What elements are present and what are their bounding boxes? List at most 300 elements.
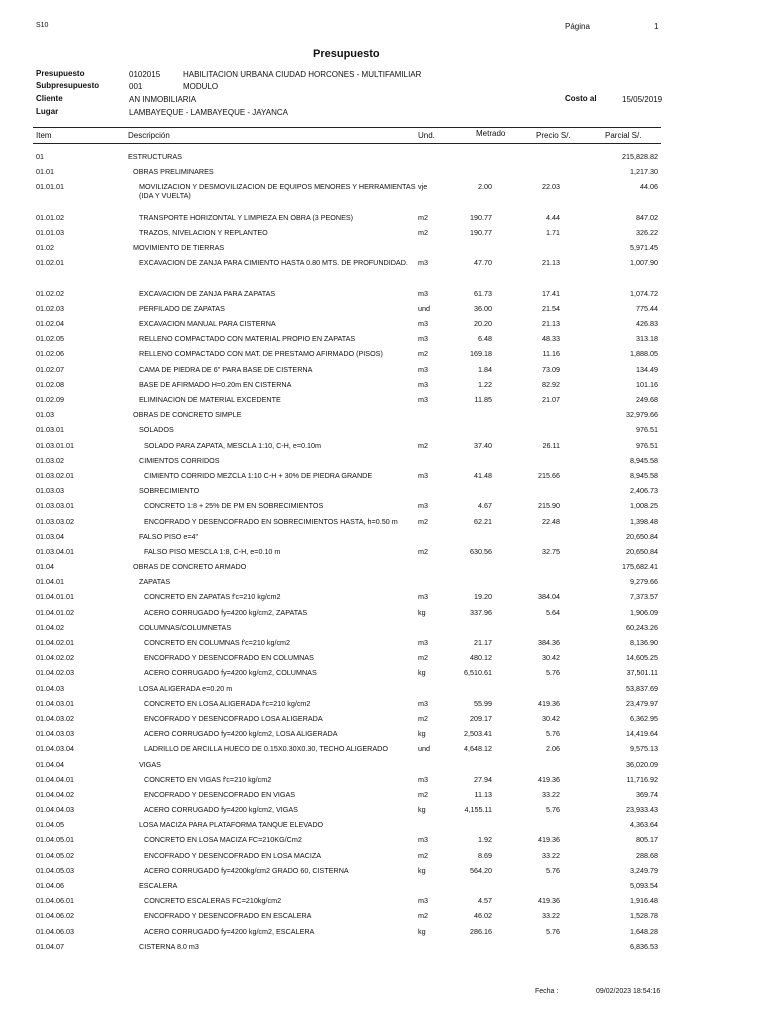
row-item-code: 01.04.04.02	[36, 789, 74, 799]
document-title: Presupuesto	[313, 48, 380, 60]
row-description: FALSO PISO MESCLA 1:8, C-H, e=0.10 m	[144, 546, 281, 556]
row-unit: vje	[418, 182, 428, 192]
row-price: 419.36	[538, 896, 560, 906]
row-partial: 3,249.79	[630, 865, 658, 875]
page-label: Página	[565, 22, 590, 31]
row-unit: m3	[418, 258, 428, 268]
subpresupuesto-code: 001	[129, 82, 143, 91]
row-description: MOVIMIENTO DE TIERRAS	[133, 243, 225, 253]
row-item-code: 01.02	[36, 243, 54, 253]
row-item-code: 01.04.05.02	[36, 850, 74, 860]
row-price: 48.33	[542, 334, 560, 344]
row-item-code: 01.04.06	[36, 881, 64, 891]
row-item-code: 01.03	[36, 410, 54, 420]
row-unit: m3	[418, 470, 428, 480]
row-item-code: 01.02.08	[36, 379, 64, 389]
table-row	[0, 879, 768, 894]
costo-date: 15/05/2019	[622, 95, 663, 104]
row-partial: 14,605.25	[626, 653, 658, 663]
row-item-code: 01.04.03.03	[36, 729, 74, 739]
row-partial: 805.17	[636, 835, 658, 845]
row-price: 4.44	[546, 212, 560, 222]
row-metrado: 209.17	[470, 713, 492, 723]
table-row	[0, 590, 768, 605]
row-unit: m2	[418, 349, 428, 359]
row-partial: 313.18	[636, 334, 658, 344]
row-unit: m2	[418, 212, 428, 222]
row-partial: 369.74	[636, 789, 658, 799]
row-price: 33.22	[542, 850, 560, 860]
table-row	[0, 545, 768, 560]
row-metrado: 46.02	[474, 911, 492, 921]
row-metrado: 8.69	[478, 850, 492, 860]
row-price: 5.76	[546, 865, 560, 875]
budget-table	[0, 150, 768, 955]
col-metrado: Metrado	[476, 129, 506, 138]
row-unit: und	[418, 744, 430, 754]
row-description: MOVILIZACION Y DESMOVILIZACION DE EQUIPOS MENORES Y HERRAMIENTAS (IDA Y VUELTA)	[139, 182, 416, 201]
row-item-code: 01.02.09	[36, 395, 64, 405]
subpresupuesto-label: Subpresupuesto	[36, 81, 100, 90]
table-row	[0, 666, 768, 681]
presupuesto-value: HABILITACION URBANA CIUDAD HORCONES - MULTIFAMILIAR	[183, 70, 422, 79]
row-unit: m3	[418, 774, 428, 784]
row-partial: 1,916.48	[630, 896, 658, 906]
row-unit: m3	[418, 698, 428, 708]
row-price: 82.92	[542, 379, 560, 389]
row-description: LADRILLO DE ARCILLA HUECO DE 0.15X0.30X0.30, TECHO ALIGERADO	[144, 744, 388, 754]
row-price: 21.13	[542, 319, 560, 329]
row-price: 5.76	[546, 729, 560, 739]
row-price: 30.42	[542, 653, 560, 663]
row-item-code: 01.04.03	[36, 683, 64, 693]
row-partial: 215,828.82	[622, 152, 658, 161]
table-row	[0, 287, 768, 302]
row-partial: 1,217.30	[630, 167, 658, 177]
row-partial: 6,362.95	[630, 713, 658, 723]
row-partial: 1,074.72	[630, 288, 658, 298]
row-price: 384.36	[538, 638, 560, 648]
row-partial: 775.44	[636, 303, 658, 313]
row-metrado: 4,648.12	[464, 744, 492, 754]
row-metrado: 1.84	[478, 364, 492, 374]
table-row	[0, 302, 768, 317]
row-price: 5.64	[546, 607, 560, 617]
row-partial: 37,501.11	[626, 668, 658, 678]
table-row	[0, 256, 768, 286]
row-unit: m3	[418, 835, 428, 845]
row-unit: kg	[418, 805, 426, 815]
table-row	[0, 940, 768, 955]
table-row	[0, 484, 768, 499]
col-precio: Precio S/.	[536, 131, 571, 140]
row-partial: 8,136.90	[630, 638, 658, 648]
row-price: 5.76	[546, 668, 560, 678]
row-unit: kg	[418, 865, 426, 875]
table-row	[0, 651, 768, 666]
row-item-code: 01.04.06.02	[36, 911, 74, 921]
row-description: CISTERNA 8.0 m3	[139, 941, 199, 951]
row-partial: 249.68	[636, 395, 658, 405]
row-price: 215.90	[538, 501, 560, 511]
row-price: 17.41	[542, 288, 560, 298]
row-description: CONCRETO EN VIGAS f'c=210 kg/cm2	[144, 774, 272, 784]
row-price: 5.76	[546, 805, 560, 815]
row-partial: 175,682.41	[622, 562, 658, 572]
row-unit: m3	[418, 334, 428, 344]
table-header	[33, 127, 661, 144]
row-metrado: 286.16	[470, 926, 492, 936]
row-item-code: 01.03.03	[36, 486, 64, 496]
row-description: FALSO PISO e=4"	[139, 531, 199, 541]
row-unit: m3	[418, 896, 428, 906]
row-partial: 976.51	[636, 425, 658, 435]
row-metrado: 11.85	[474, 395, 492, 405]
row-description: OBRAS DE CONCRETO SIMPLE	[133, 410, 242, 420]
row-partial: 1,888.05	[630, 349, 658, 359]
table-row	[0, 636, 768, 651]
row-price: 30.42	[542, 713, 560, 723]
row-description: TRAZOS, NIVELACION Y REPLANTEO	[139, 227, 268, 237]
row-partial: 1,906.09	[630, 607, 658, 617]
row-unit: kg	[418, 668, 426, 678]
table-row	[0, 499, 768, 514]
row-item-code: 01.04.02.01	[36, 638, 74, 648]
row-metrado: 36.00	[474, 303, 492, 313]
table-row	[0, 864, 768, 879]
row-unit: m2	[418, 546, 428, 556]
row-unit: m3	[418, 638, 428, 648]
row-item-code: 01.04.06.01	[36, 896, 74, 906]
row-item-code: 01.04.02	[36, 622, 64, 632]
row-metrado: 27.94	[474, 774, 492, 784]
row-partial: 20,650.84	[626, 531, 658, 541]
row-description: ENCOFRADO Y DESENCOFRADO EN COLUMNAS	[144, 653, 314, 663]
row-price: 73.09	[542, 364, 560, 374]
row-unit: m3	[418, 592, 428, 602]
row-price: 5.76	[546, 926, 560, 936]
row-unit: m2	[418, 911, 428, 921]
row-partial: 5,093.54	[630, 881, 658, 891]
table-row	[0, 241, 768, 256]
row-item-code: 01.02.07	[36, 364, 64, 374]
table-row	[0, 469, 768, 484]
row-item-code: 01.03.02.01	[36, 470, 74, 480]
row-description: ACERO CORRUGADO fy=4200 kg/cm2, ESCALERA	[144, 926, 315, 936]
row-item-code: 01.04.06.03	[36, 926, 74, 936]
row-price: 384.04	[538, 592, 560, 602]
row-description: ACERO CORRUGADO fy=4200 kg/cm2, LOSA ALIGERADA	[144, 729, 338, 739]
row-partial: 36,020.09	[626, 759, 658, 769]
row-partial: 4,363.64	[630, 820, 658, 830]
row-price: 419.36	[538, 835, 560, 845]
row-item-code: 01.03.02	[36, 455, 64, 465]
row-metrado: 55.99	[474, 698, 492, 708]
table-row	[0, 712, 768, 727]
row-item-code: 01.03.01.01	[36, 440, 74, 450]
row-partial: 1,648.28	[630, 926, 658, 936]
row-item-code: 01.04.01.01	[36, 592, 74, 602]
row-metrado: 2,503.41	[464, 729, 492, 739]
table-row	[0, 150, 768, 165]
row-metrado: 337.96	[470, 607, 492, 617]
row-metrado: 4,155.11	[464, 805, 492, 815]
table-row	[0, 454, 768, 469]
footer-date-value: 09/02/2023 18:54:16	[596, 988, 661, 995]
row-unit: und	[418, 303, 430, 313]
row-metrado: 630.56	[470, 546, 492, 556]
row-item-code: 01.04.01	[36, 577, 64, 587]
row-unit: m3	[418, 364, 428, 374]
row-metrado: 1.92	[478, 835, 492, 845]
row-unit: m2	[418, 850, 428, 860]
row-partial: 8,945.58	[630, 455, 658, 465]
row-description: OBRAS DE CONCRETO ARMADO	[133, 562, 247, 572]
row-metrado: 19.20	[474, 592, 492, 602]
row-description: OBRAS PRELIMINARES	[133, 167, 214, 177]
table-row	[0, 347, 768, 362]
row-price: 21.54	[542, 303, 560, 313]
row-price: 419.36	[538, 698, 560, 708]
row-description: TRANSPORTE HORIZONTAL Y LIMPIEZA EN OBRA (3 PEONES)	[139, 212, 354, 222]
row-price: 26.11	[542, 440, 560, 450]
table-row	[0, 788, 768, 803]
row-price: 33.22	[542, 789, 560, 799]
lugar-label: Lugar	[36, 107, 59, 116]
row-partial: 1,008.25	[630, 501, 658, 511]
table-row	[0, 226, 768, 241]
row-description: LOSA ALIGERADA e=0.20 m	[139, 683, 233, 693]
row-partial: 1,007.90	[630, 258, 658, 268]
row-price: 1.71	[546, 227, 560, 237]
row-description: ACERO CORRUGADO fy=4200 kg/cm2, COLUMNAS	[144, 668, 317, 678]
row-item-code: 01.01.02	[36, 212, 64, 222]
row-item-code: 01.04.03.04	[36, 744, 74, 754]
table-row	[0, 393, 768, 408]
row-unit: m2	[418, 713, 428, 723]
row-unit: kg	[418, 729, 426, 739]
row-item-code: 01.03.01	[36, 425, 64, 435]
row-partial: 23,933.43	[626, 805, 658, 815]
table-row	[0, 363, 768, 378]
table-row	[0, 894, 768, 909]
table-row	[0, 423, 768, 438]
row-description: ESCALERA	[139, 881, 178, 891]
row-description: ENCOFRADO Y DESENCOFRADO EN LOSA MACIZA	[144, 850, 322, 860]
row-item-code: 01.04.02.02	[36, 653, 74, 663]
row-description: SOLADO PARA ZAPATA, MESCLA 1:10, C-H, e=0.10m	[144, 440, 322, 450]
table-row	[0, 697, 768, 712]
table-row	[0, 575, 768, 590]
row-price: 32.75	[542, 546, 560, 556]
row-metrado: 21.17	[474, 638, 492, 648]
row-metrado: 62.21	[474, 516, 492, 526]
row-item-code: 01.04.04.03	[36, 805, 74, 815]
table-row	[0, 515, 768, 530]
row-partial: 7,373.57	[630, 592, 658, 602]
row-partial: 426.83	[636, 319, 658, 329]
row-item-code: 01.04.05	[36, 820, 64, 830]
row-description: ZAPATAS	[139, 577, 171, 587]
row-metrado: 564.20	[470, 865, 492, 875]
row-partial: 8,945.58	[630, 470, 658, 480]
row-metrado: 61.73	[474, 288, 492, 298]
row-description: CONCRETO 1:8 + 25% DE PM EN SOBRECIMIENTOS	[144, 501, 324, 511]
row-item-code: 01.03.04.01	[36, 546, 74, 556]
row-partial: 60,243.26	[626, 622, 658, 632]
row-item-code: 01.02.03	[36, 303, 64, 313]
lugar-value: LAMBAYEQUE - LAMBAYEQUE - JAYANCA	[129, 108, 288, 117]
table-row	[0, 758, 768, 773]
row-unit: m2	[418, 227, 428, 237]
row-unit: m2	[418, 653, 428, 663]
row-metrado: 20.20	[474, 319, 492, 329]
row-item-code: 01.04.05.01	[36, 835, 74, 845]
row-description: ELIMINACION DE MATERIAL EXCEDENTE	[139, 395, 281, 405]
row-metrado: 11.13	[474, 789, 492, 799]
row-description: SOLADOS	[139, 425, 174, 435]
row-price: 11.16	[542, 349, 560, 359]
row-description: ENCOFRADO Y DESENCOFRADO EN VIGAS	[144, 789, 296, 799]
row-partial: 14,419.64	[626, 729, 658, 739]
table-row	[0, 925, 768, 940]
table-row	[0, 803, 768, 818]
row-metrado: 37.40	[474, 440, 492, 450]
row-partial: 11,716.92	[626, 774, 658, 784]
row-price: 215.66	[538, 470, 560, 480]
row-item-code: 01.01.03	[36, 227, 64, 237]
row-item-code: 01.01	[36, 167, 54, 177]
row-description: ACERO CORRUGADO fy=4200 kg/cm2, ZAPATAS	[144, 607, 308, 617]
row-partial: 5,971.45	[630, 243, 658, 253]
row-description: CAMA DE PIEDRA DE 6" PARA BASE DE CISTERNA	[139, 364, 313, 374]
col-parcial: Parcial S/.	[605, 131, 642, 140]
report-code: S10	[36, 22, 49, 29]
table-row	[0, 408, 768, 423]
row-unit: m2	[418, 440, 428, 450]
row-description: ACERO CORRUGADO fy=4200 kg/cm2, VIGAS	[144, 805, 298, 815]
row-unit: kg	[418, 926, 426, 936]
cliente-value: AN INMOBILIARIA	[129, 95, 197, 104]
row-description: EXCAVACION DE ZANJA PARA ZAPATAS	[139, 288, 276, 298]
page-number: 1	[654, 22, 659, 31]
row-item-code: 01.02.05	[36, 334, 64, 344]
row-metrado: 2.00	[478, 182, 492, 192]
table-row	[0, 773, 768, 788]
row-item-code: 01.03.03.02	[36, 516, 74, 526]
row-partial: 134.49	[636, 364, 658, 374]
row-partial: 20,650.84	[626, 546, 658, 556]
subpresupuesto-value: MODULO	[183, 82, 219, 91]
table-row	[0, 439, 768, 454]
row-description: CONCRETO EN LOSA MACIZA FC=210KG/Cm2	[144, 835, 302, 845]
row-unit: m3	[418, 395, 428, 405]
table-row	[0, 682, 768, 697]
row-item-code: 01.04.03.01	[36, 698, 74, 708]
row-item-code: 01.03.03.01	[36, 501, 74, 511]
row-item-code: 01.03.04	[36, 531, 64, 541]
row-partial: 44.06	[640, 182, 658, 192]
row-partial: 9,279.66	[630, 577, 658, 587]
table-row	[0, 317, 768, 332]
row-item-code: 01.02.02	[36, 288, 64, 298]
row-partial: 976.51	[636, 440, 658, 450]
costo-label: Costo al	[565, 94, 597, 103]
row-description: RELLENO COMPACTADO CON MATERIAL PROPIO EN ZAPATAS	[139, 334, 356, 344]
row-description: COLUMNAS/COLUMNETAS	[139, 622, 232, 632]
row-description: CONCRETO EN LOSA ALIGERADA f'c=210 kg/cm2	[144, 698, 311, 708]
col-descripcion: Descripción	[128, 131, 170, 140]
row-item-code: 01.04.02.03	[36, 668, 74, 678]
table-row	[0, 606, 768, 621]
row-metrado: 4.57	[478, 896, 492, 906]
row-unit: m3	[418, 319, 428, 329]
table-row	[0, 378, 768, 393]
row-partial: 32,979.66	[626, 410, 658, 420]
row-description: RELLENO COMPACTADO CON MAT. DE PRESTAMO AFIRMADO (PISOS)	[139, 349, 383, 359]
table-row	[0, 818, 768, 833]
row-item-code: 01.04.07	[36, 941, 64, 951]
row-metrado: 190.77	[470, 212, 492, 222]
row-description: VIGAS	[139, 759, 161, 769]
table-row	[0, 742, 768, 757]
row-unit: m2	[418, 516, 428, 526]
row-item-code: 01.01.01	[36, 182, 64, 192]
row-unit: m3	[418, 501, 428, 511]
row-description: ENCOFRADO Y DESENCOFRADO EN ESCALERA	[144, 911, 312, 921]
row-description: ENCOFRADO Y DESENCOFRADO EN SOBRECIMIENTOS HASTA, h=0.50 m	[144, 516, 398, 526]
table-row	[0, 833, 768, 848]
row-item-code: 01.04.04.01	[36, 774, 74, 784]
row-description: EXCAVACION MANUAL PARA CISTERNA	[139, 319, 276, 329]
row-partial: 1,398.48	[630, 516, 658, 526]
row-partial: 1,528.78	[630, 911, 658, 921]
row-description: EXCAVACION DE ZANJA PARA CIMIENTO HASTA 0.80 MTS. DE PROFUNDIDAD.	[139, 258, 408, 268]
row-unit: kg	[418, 607, 426, 617]
row-unit: m2	[418, 789, 428, 799]
row-unit: m3	[418, 379, 428, 389]
row-description: BASE DE AFIRMADO H=0.20m EN CISTERNA	[139, 379, 292, 389]
row-metrado: 6.48	[478, 334, 492, 344]
row-partial: 101.16	[636, 379, 658, 389]
row-metrado: 47.70	[474, 258, 492, 268]
row-partial: 6,836.53	[630, 941, 658, 951]
row-metrado: 190.77	[470, 227, 492, 237]
row-price: 2.06	[546, 744, 560, 754]
table-row	[0, 621, 768, 636]
table-row	[0, 211, 768, 226]
row-metrado: 6,510.61	[464, 668, 492, 678]
row-partial: 23,479.97	[626, 698, 658, 708]
row-description: ACERO CORRUGADO fy=4200kg/cm2 GRADO 60, CISTERNA	[144, 865, 349, 875]
col-item: Item	[36, 131, 52, 140]
row-metrado: 41.48	[474, 470, 492, 480]
row-description: SOBRECIMIENTO	[139, 486, 200, 496]
presupuesto-label: Presupuesto	[36, 69, 85, 78]
table-row	[0, 332, 768, 347]
row-price: 22.03	[542, 182, 560, 192]
table-row	[0, 909, 768, 924]
row-description: PERFILADO DE ZAPATAS	[139, 303, 225, 313]
table-row	[0, 560, 768, 575]
row-price: 33.22	[542, 911, 560, 921]
row-metrado: 1.22	[478, 379, 492, 389]
row-unit: m3	[418, 288, 428, 298]
row-metrado: 169.18	[470, 349, 492, 359]
row-description: CIMIENTO CORRIDO MEZCLA 1:10 C-H + 30% DE PIEDRA GRANDE	[144, 470, 373, 480]
row-description: LOSA MACIZA PARA PLATAFORMA TANQUE ELEVADO	[139, 820, 324, 830]
table-row	[0, 180, 768, 210]
